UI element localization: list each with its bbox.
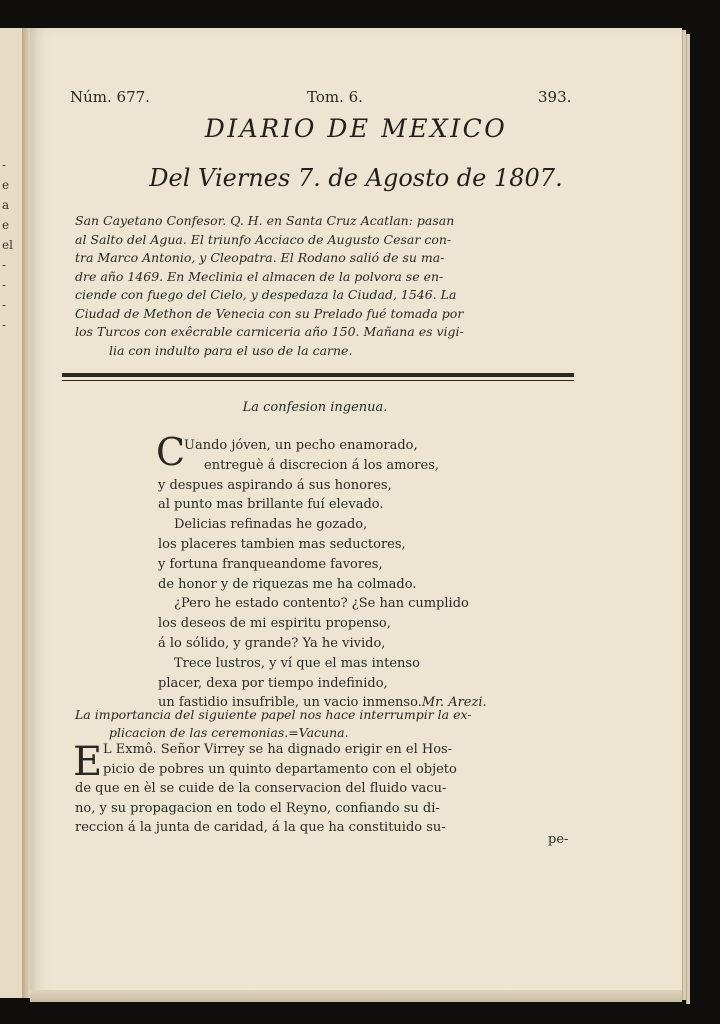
- text-line: tra Marco Antonio, y Cleopatra. El Rodano salió de su ma-: [75, 250, 445, 265]
- page-number: 393.: [538, 88, 572, 106]
- text-line: dre año 1469. En Meclinia el almacen de la polvora se en-: [75, 268, 444, 284]
- text-line: plicacion de las ceremonias.=Vacuna.: [109, 725, 349, 740]
- fragment: -: [2, 158, 7, 172]
- poem-line: al punto mas brillante fuí elevado.: [158, 497, 384, 513]
- poem-line: y fortuna franqueandome favores,: [158, 556, 383, 572]
- poem-line: Delicias refinadas he gozado,: [174, 517, 368, 533]
- poem-line: los deseos de mi espiritu propenso,: [158, 616, 391, 632]
- poem-line: de honor y de riquezas me ha colmado.: [158, 576, 417, 592]
- poem-line: Trece lustros, y ví que el mas intenso: [174, 655, 420, 671]
- poem-line: á lo sólido, y grande? Ya he vivido,: [158, 635, 386, 651]
- text-line: reccion á la junta de caridad, á la que ha constituido su-: [75, 820, 446, 835]
- volume-number: Tom. 6.: [307, 88, 363, 106]
- article-body: [75, 740, 585, 838]
- poem-line: Uando jóven, un pecho enamorado,: [184, 438, 418, 453]
- poem-title: La confesion ingenua.: [242, 400, 388, 415]
- text-line: ciende con fuego del Cielo, y despedaza la Ciudad, 1546. La: [75, 287, 457, 302]
- text-line: L Exmô. Señor Virrey se ha dignado erigir en el Hos-: [103, 742, 453, 757]
- poem-drop-cap: C: [156, 430, 186, 474]
- fragment: -: [2, 298, 7, 312]
- text-line: La importancia del siguiente papel nos hace interrumpir la ex-: [75, 707, 472, 722]
- newspaper-title: DIARIO DE MEXICO: [204, 114, 508, 143]
- fragment: el: [2, 238, 13, 252]
- date-line: Del Viernes 7. de Agosto de 1807.: [149, 164, 563, 192]
- text-line: de que en èl se cuide de la conservacion del fluido vacu-: [75, 781, 447, 796]
- fragment: -: [2, 278, 7, 292]
- poem-line: placer, dexa por tiempo indefinido,: [158, 675, 388, 691]
- text-line: San Cayetano Confesor. Q. H. en Santa Cruz Acatlan: pasan: [75, 213, 455, 228]
- text-line: no, y su propagacion en todo el Reyno, confiando su di-: [75, 800, 440, 816]
- poem-line: ¿Pero he estado contento? ¿Se han cumplido: [174, 596, 469, 612]
- poem: [158, 436, 588, 713]
- section-rule: [62, 373, 574, 377]
- poem-line-text: un fastidio insufrible, un vacio inmenso.: [158, 695, 422, 711]
- article-drop-cap: E: [73, 739, 103, 785]
- editor-note: [75, 706, 585, 742]
- saints-paragraph: [75, 212, 570, 360]
- page-stack-edge: [686, 34, 690, 1004]
- text-line: picio de pobres un quinto departamento con el objeto: [103, 761, 457, 777]
- text-line: Ciudad de Methon de Venecia con su Prelado fué tomada por: [75, 305, 464, 321]
- fragment: e: [2, 218, 10, 232]
- fragment: -: [2, 318, 7, 332]
- text-line: al Salto del Agua. El triunfo Acciaco de Augusto Cesar con-: [75, 231, 452, 247]
- text-line: lia con indulto para el uso de la carne.: [109, 342, 353, 358]
- fragment: e: [2, 178, 10, 192]
- fragment: -: [2, 258, 7, 272]
- page-bottom-shade: [30, 990, 682, 1002]
- catchword: pe-: [548, 832, 569, 847]
- poem-signature: Mr. Arezi.: [421, 695, 487, 711]
- fragment: a: [2, 198, 10, 212]
- section-rule-thin: [62, 380, 574, 381]
- poem-line: entreguè á discrecion á los amores,: [204, 457, 439, 473]
- text-line: los Turcos con exêcrable carniceria año 150. Mañana es vigi-: [75, 324, 464, 339]
- issue-number: Núm. 677.: [70, 88, 150, 106]
- poem-line: y despues aspirando á sus honores,: [158, 477, 392, 493]
- poem-line: los placeres tambien mas seductores,: [158, 536, 406, 552]
